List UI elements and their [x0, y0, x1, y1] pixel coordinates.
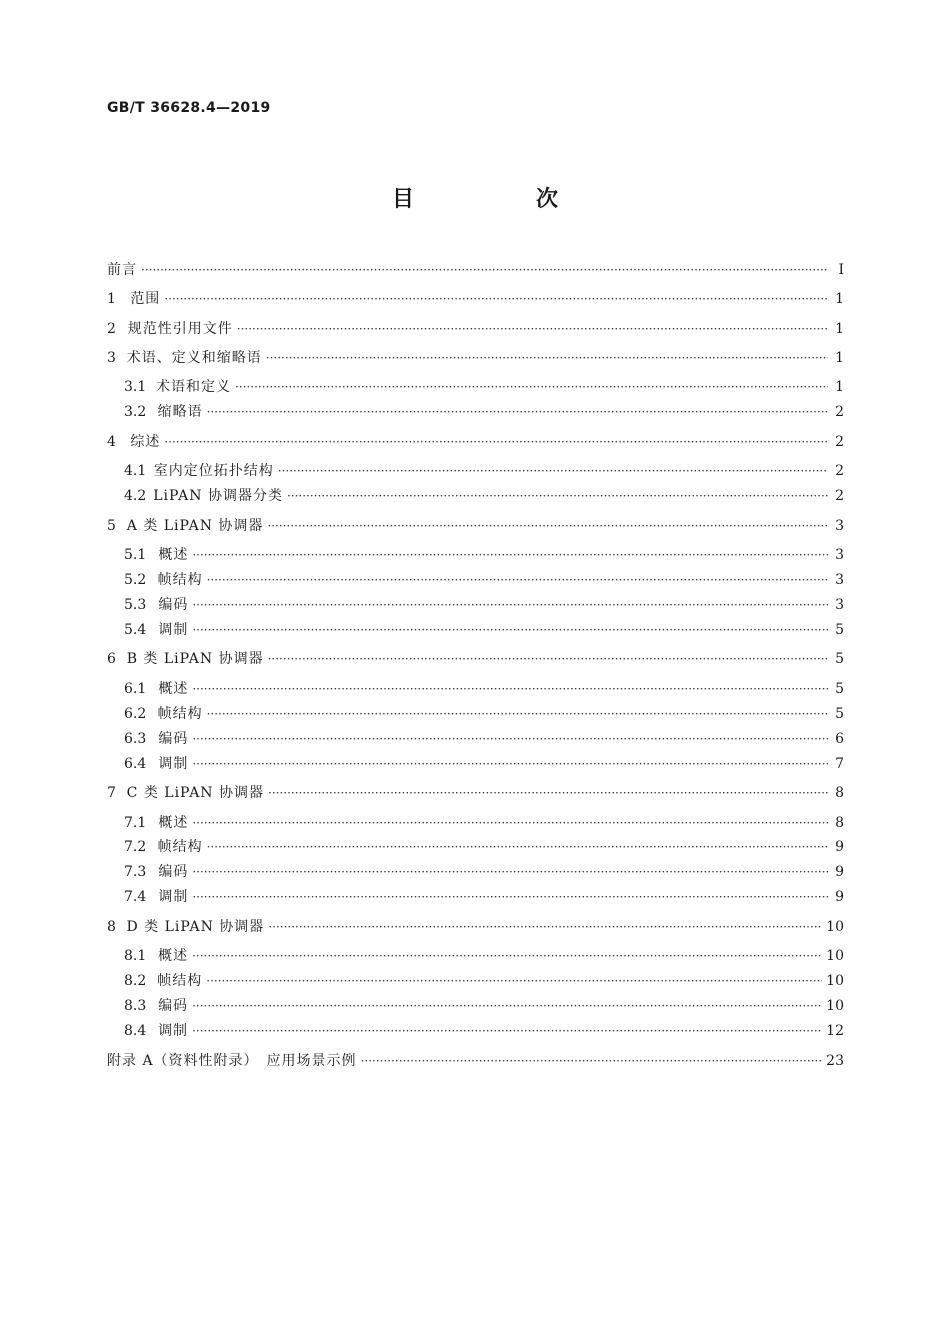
toc-entry-page-number: 10 [826, 973, 844, 989]
toc-entry-label: 编码 [158, 597, 189, 613]
toc-entry-page-number: 1 [835, 291, 844, 307]
toc-entry-number: 6.1 [124, 681, 147, 697]
page-title: 目 次 [391, 187, 608, 212]
toc-entry-page-number: 12 [826, 1023, 844, 1039]
toc-entry[interactable] [107, 621, 844, 639]
toc-entry-label: 概述 [158, 681, 189, 697]
toc-entry-page-number: 5 [835, 622, 844, 638]
toc-entry-number: 6.2 [124, 706, 147, 722]
toc-entry[interactable] [107, 784, 844, 802]
toc-entry-number: 4.1 [124, 463, 147, 479]
toc-entry-page-number: 9 [835, 864, 844, 880]
dot-leader [192, 680, 828, 698]
dot-leader [192, 814, 828, 832]
toc-entry-label: 概述 [158, 948, 189, 964]
toc-entry[interactable] [107, 433, 844, 451]
dot-leader [207, 403, 828, 421]
toc-entry-label: 前言 [107, 262, 137, 278]
toc-entry-label: 规范性引用文件 [127, 321, 233, 337]
toc-entry-page-number: 7 [835, 756, 844, 772]
toc-entry[interactable] [107, 888, 844, 906]
toc-entry-number: 6 [107, 651, 116, 667]
toc-entry-number: 3 [107, 350, 116, 366]
toc-entry-page-number: 2 [835, 434, 844, 450]
toc-entry-label: 帧结构 [157, 839, 203, 855]
toc-entry[interactable] [107, 918, 844, 936]
toc-entry-number: 6.4 [124, 756, 147, 772]
toc-entry-label: 调制 [158, 756, 189, 772]
toc-entry-page-number: 1 [835, 350, 844, 366]
toc-entry[interactable] [107, 1052, 844, 1070]
toc-entry[interactable] [107, 814, 844, 832]
dot-leader [235, 378, 828, 396]
toc-entry-number: 5.2 [124, 572, 147, 588]
toc-entry-number: 5.4 [124, 622, 147, 638]
toc-entry-page-number: 3 [835, 572, 844, 588]
toc-entry-page-number: 3 [835, 518, 844, 534]
toc-entry-label: C 类 LiPAN 协调器 [126, 785, 265, 801]
toc-entry-page-number: 9 [835, 889, 844, 905]
toc-entry[interactable] [107, 403, 844, 421]
toc-entry-page-number: 2 [835, 488, 844, 504]
toc-entry-number: 8.4 [124, 1023, 147, 1039]
dot-leader [192, 863, 828, 881]
toc-entry-page-number: 1 [835, 321, 844, 337]
dot-leader [192, 888, 828, 906]
toc-entry-label: LiPAN 协调器分类 [153, 488, 283, 504]
dot-leader [192, 997, 822, 1015]
toc-entry[interactable] [107, 838, 844, 856]
dot-leader [206, 972, 822, 990]
toc-entry-number: 7.3 [124, 864, 147, 880]
toc-entry-label: 附录 A（资料性附录） 应用场景示例 [107, 1053, 357, 1069]
toc-entry-number: 5 [107, 518, 116, 534]
toc-entry-page-number: 23 [826, 1053, 844, 1069]
dot-leader [207, 571, 828, 589]
toc-entry-page-number: 1 [835, 379, 844, 395]
toc-entry[interactable] [107, 546, 844, 564]
toc-entry-page-number: 10 [826, 948, 844, 964]
dot-leader [267, 517, 828, 535]
toc-entry-number: 6.3 [124, 731, 147, 747]
toc-entry-page-number: 10 [826, 919, 844, 935]
toc-entry-label: 编码 [158, 731, 189, 747]
dot-leader [268, 650, 828, 668]
dot-leader [207, 838, 828, 856]
toc-entry-page-number: 10 [826, 998, 844, 1014]
toc-entry[interactable] [107, 650, 844, 668]
toc-entry-label: 范围 [130, 291, 161, 307]
toc-entry-page-number: 5 [835, 706, 844, 722]
dot-leader [268, 918, 822, 936]
toc-entry-label: 帧结构 [157, 973, 203, 989]
toc-entry-number: 8.2 [124, 973, 147, 989]
dot-leader [141, 261, 828, 279]
toc-entry-label: 缩略语 [157, 404, 203, 420]
toc-entry-page-number: Ⅰ [838, 262, 844, 278]
toc-entry-page-number: 3 [835, 547, 844, 563]
dot-leader [192, 546, 828, 564]
toc-entry[interactable] [107, 972, 844, 990]
toc-entry-label: B 类 LiPAN 协调器 [126, 651, 264, 667]
toc-entry[interactable] [107, 947, 844, 965]
toc-entry-label: 调制 [158, 1023, 189, 1039]
toc-entry-number: 2 [107, 321, 116, 337]
toc-entry[interactable] [107, 1022, 844, 1040]
toc-entry-number: 5.3 [124, 597, 147, 613]
toc-entry-label: 术语和定义 [156, 379, 232, 395]
toc-entry-number: 3.1 [124, 379, 147, 395]
dot-leader [164, 433, 828, 451]
toc-entry-page-number: 6 [835, 731, 844, 747]
toc-entry[interactable] [107, 705, 844, 723]
dot-leader [207, 705, 828, 723]
toc-entry[interactable] [107, 290, 844, 308]
toc-entry-number: 5.1 [124, 547, 147, 563]
dot-leader [192, 596, 828, 614]
toc-entry-label: 编码 [158, 864, 189, 880]
toc-entry-number: 8 [107, 919, 116, 935]
toc-entry-page-number: 5 [835, 681, 844, 697]
toc-entry-label: 术语、定义和缩略语 [126, 350, 262, 366]
toc-entry[interactable] [107, 571, 844, 589]
toc-entry[interactable] [107, 320, 844, 338]
toc-entry-page-number: 3 [835, 597, 844, 613]
dot-leader [192, 755, 828, 773]
toc-entry-number: 1 [107, 291, 116, 307]
dot-leader [268, 784, 828, 802]
toc-entry-page-number: 9 [835, 839, 844, 855]
toc-entry[interactable] [107, 997, 844, 1015]
toc-entry[interactable] [107, 680, 844, 698]
toc-entry-label: A 类 LiPAN 协调器 [126, 518, 264, 534]
toc-entry-number: 8.3 [124, 998, 147, 1014]
toc-entry-page-number: 2 [835, 404, 844, 420]
toc-entry-number: 7.1 [124, 815, 147, 831]
dot-leader [237, 320, 828, 338]
toc-entry-page-number: 2 [835, 463, 844, 479]
dot-leader [192, 621, 828, 639]
toc-entry-label: 调制 [158, 889, 189, 905]
toc-entry-label: 概述 [158, 815, 189, 831]
dot-leader [278, 462, 828, 480]
dot-leader [192, 730, 828, 748]
toc-entry[interactable] [107, 863, 844, 881]
toc-entry[interactable] [107, 755, 844, 773]
toc-entry-label: D 类 LiPAN 协调器 [126, 919, 265, 935]
toc-entry[interactable] [107, 349, 844, 367]
dot-leader [266, 349, 828, 367]
dot-leader [192, 947, 822, 965]
toc-entry-label: 帧结构 [157, 706, 203, 722]
toc-entry-label: 帧结构 [157, 572, 203, 588]
toc-entry-page-number: 8 [835, 785, 844, 801]
toc-entry-label: 调制 [158, 622, 189, 638]
dot-leader [192, 1022, 822, 1040]
toc-entry[interactable] [107, 261, 844, 279]
toc-entry[interactable] [107, 596, 844, 614]
toc-entry-label: 概述 [158, 547, 189, 563]
dot-leader [361, 1052, 823, 1070]
toc-entry[interactable] [107, 730, 844, 748]
document-id: GB/T 36628.4—2019 [107, 100, 271, 116]
toc-entry-number: 3.2 [124, 404, 147, 420]
toc-entry[interactable] [107, 462, 844, 480]
toc-entry-label: 编码 [158, 998, 189, 1014]
dot-leader [164, 290, 828, 308]
toc-entry[interactable] [107, 378, 844, 396]
toc-entry-number: 8.1 [124, 948, 147, 964]
toc-entry-number: 4.2 [124, 488, 147, 504]
toc-entry-page-number: 8 [835, 815, 844, 831]
toc-entry[interactable] [107, 517, 844, 535]
toc-entry-number: 7.2 [124, 839, 147, 855]
toc-entry-page-number: 5 [835, 651, 844, 667]
dot-leader [287, 487, 828, 505]
toc-entry-number: 4 [107, 434, 116, 450]
toc-entry-label: 综述 [130, 434, 161, 450]
toc-entry-number: 7.4 [124, 889, 147, 905]
toc-entry-label: 室内定位拓扑结构 [153, 463, 274, 479]
toc-entry[interactable] [107, 487, 844, 505]
toc-entry-number: 7 [107, 785, 116, 801]
